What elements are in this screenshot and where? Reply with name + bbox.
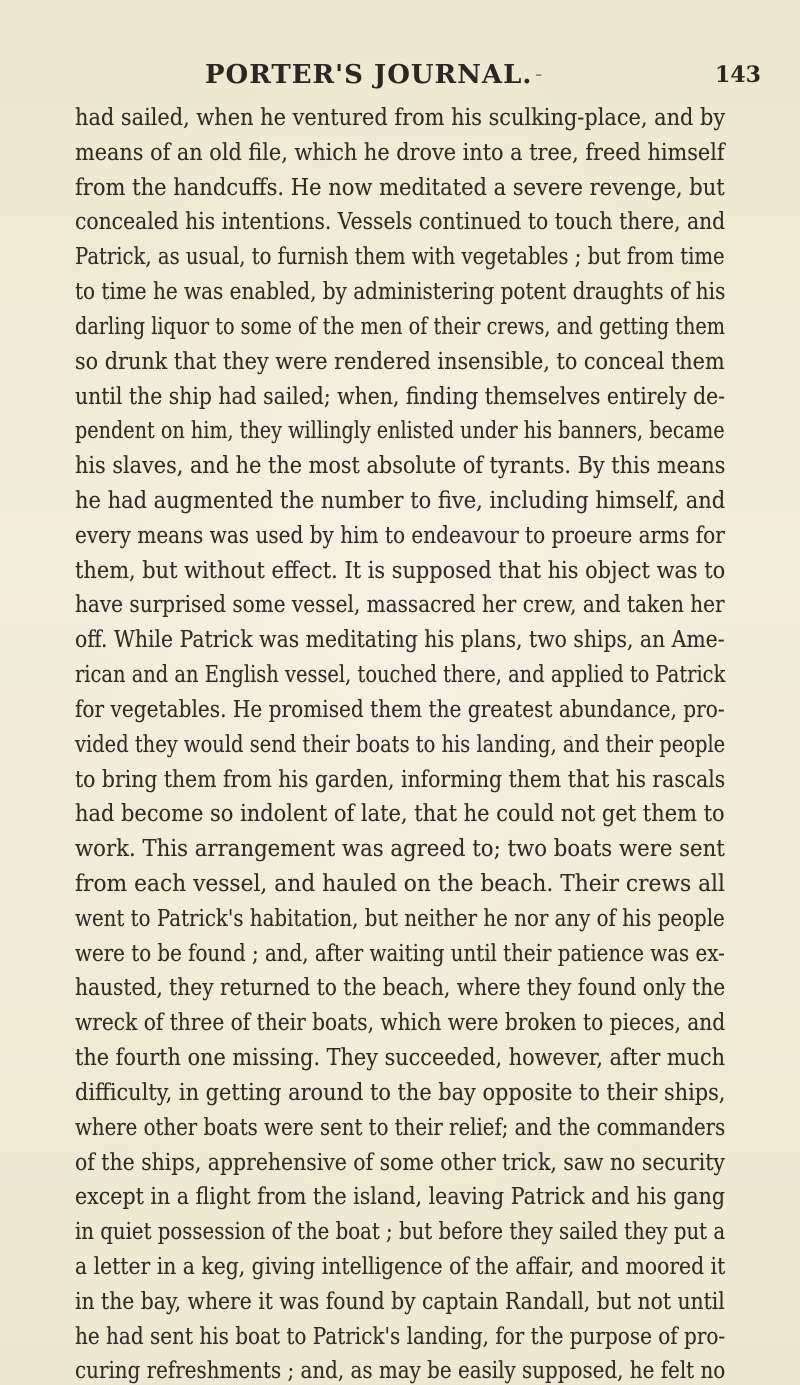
text-line: went to Patrick's habitation, but neither he nor any of his people bbox=[75, 906, 725, 932]
text-line: in quiet possession of the boat ; but before they sailed they put a bbox=[75, 1219, 726, 1245]
text-line: wreck of three of their boats, which were broken to pieces, and bbox=[75, 1010, 726, 1036]
text-line: to time he was enabled, by administering potent draughts of his bbox=[75, 279, 726, 305]
text-line: for vegetables. He promised them the greatest abundance, pro- bbox=[75, 697, 725, 723]
text-line: were to be found ; and, after waiting until their patience was ex- bbox=[75, 941, 725, 967]
text-line: until the ship had sailed; when, finding themselves entirely de- bbox=[75, 384, 726, 410]
text-line: have surprised some vessel, massacred her crew, and taken her bbox=[75, 592, 725, 618]
text-line: vided they would send their boats to his landing, and their people bbox=[75, 732, 726, 758]
text-line: work. This arrangement was agreed to; two boats were sent bbox=[75, 836, 725, 862]
text-line: from the handcuffs. He now meditated a severe revenge, but bbox=[75, 175, 725, 201]
text-line: Patrick, as usual, to furnish them with vegetables ; but from time bbox=[75, 244, 725, 270]
text-line: from each vessel, and hauled on the beach. Their crews all bbox=[75, 871, 725, 897]
text-line: to bring them from his garden, informing them that his rascals bbox=[75, 767, 726, 793]
text-line: rican and an English vessel, touched there, and applied to Patrick bbox=[75, 662, 726, 688]
text-line: he had sent his boat to Patrick's landing, for the purpose of pro- bbox=[75, 1324, 726, 1350]
text-line: darling liquor to some of the men of their crews, and getting them bbox=[75, 314, 726, 340]
text-line: except in a flight from the island, leaving Patrick and his gang bbox=[75, 1184, 726, 1210]
text-line: he had augmented the number to five, including himself, and bbox=[75, 488, 726, 514]
text-line: so drunk that they were rendered insensible, to conceal them bbox=[75, 349, 725, 375]
text-line: difficulty, in getting around to the bay opposite to their ships, bbox=[75, 1080, 726, 1106]
header-mark: - bbox=[535, 62, 543, 87]
text-line: a letter in a keg, giving intelligence of the affair, and moored it bbox=[75, 1254, 726, 1280]
text-line: concealed his intentions. Vessels continued to touch there, and bbox=[75, 209, 726, 235]
text-line: curing refreshments ; and, as may be easily supposed, he felt no bbox=[75, 1358, 726, 1384]
text-line: means of an old file, which he drove into a tree, freed himself bbox=[75, 140, 725, 166]
running-title: PORTER'S JOURNAL. bbox=[205, 60, 533, 90]
text-line: had sailed, when he ventured from his sculking-place, and by bbox=[75, 105, 726, 131]
text-line: the fourth one missing. They succeeded, however, after much bbox=[75, 1045, 726, 1071]
text-line: of the ships, apprehensive of some other trick, saw no security bbox=[75, 1150, 725, 1176]
text-line: pendent on him, they willingly enlisted under his banners, became bbox=[75, 418, 725, 444]
page-number: 143 bbox=[715, 62, 761, 88]
text-line: off. While Patrick was meditating his plans, two ships, an Ame- bbox=[75, 627, 725, 653]
text-line: them, but without effect. It is supposed that his object was to bbox=[75, 558, 726, 584]
text-line: his slaves, and he the most absolute of tyrants. By this means bbox=[75, 453, 726, 479]
text-line: in the bay, where it was found by captain Randall, but not until bbox=[75, 1289, 725, 1315]
text-line: every means was used by him to endeavour to proeure arms for bbox=[75, 523, 725, 549]
text-line: where other boats were sent to their relief; and the commanders bbox=[75, 1115, 726, 1141]
text-line: had become so indolent of late, that he could not get them to bbox=[75, 801, 725, 827]
text-line: hausted, they returned to the beach, where they found only the bbox=[75, 975, 726, 1001]
page-header bbox=[0, 60, 800, 96]
